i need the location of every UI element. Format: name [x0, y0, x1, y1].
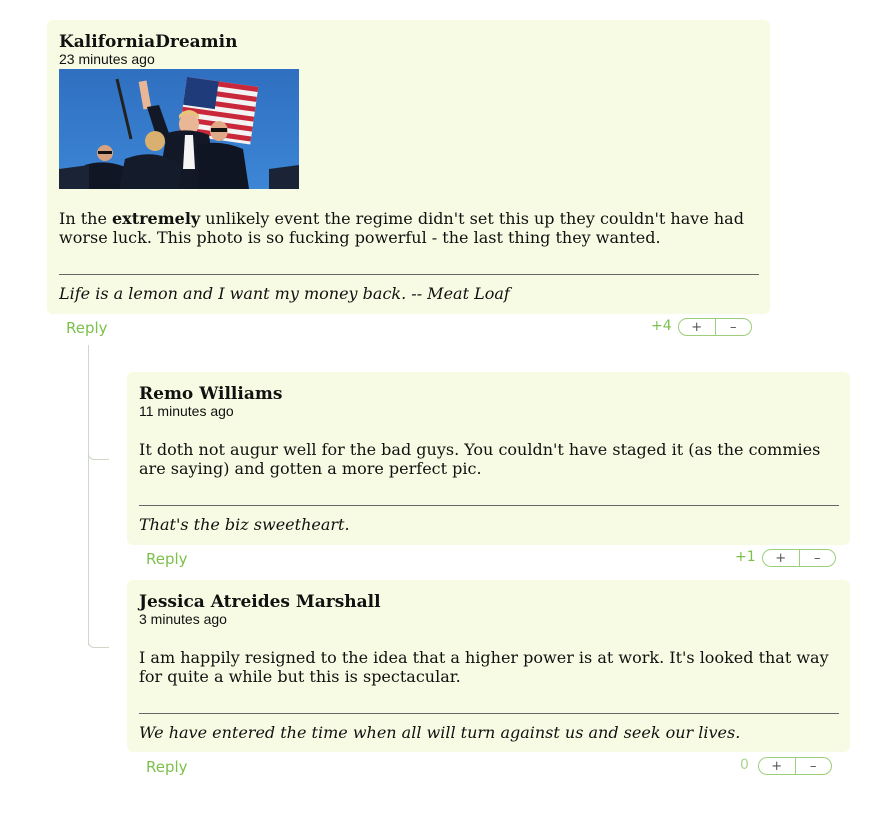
- comment-image[interactable]: [59, 69, 299, 189]
- comment-signature: Life is a lemon and I want my money back. -- Meat Loaf: [59, 284, 510, 303]
- comment-body-text: unlikely event the regime didn't set this up they couldn't have had worse luck. This photo is so fucking powerful - the last thing they wanted.: [59, 209, 744, 247]
- upvote-button[interactable]: +: [679, 319, 716, 335]
- vote-control: [758, 757, 832, 775]
- thread-branch: [88, 635, 109, 648]
- upvote-button[interactable]: +: [759, 758, 796, 774]
- downvote-button[interactable]: –: [730, 319, 737, 335]
- comment-author[interactable]: Jessica Atreides Marshall: [139, 592, 381, 612]
- vote-score: 0: [740, 757, 749, 773]
- comment-timestamp: 3 minutes ago: [139, 611, 227, 627]
- comment-card: [127, 580, 850, 752]
- comment-body-text: In the: [59, 209, 112, 228]
- reply-button[interactable]: Reply: [146, 550, 188, 568]
- comment-author[interactable]: KaliforniaDreamin: [59, 32, 238, 52]
- comment-body-emphasis: extremely: [112, 209, 201, 228]
- downvote-button[interactable]: –: [814, 550, 821, 566]
- comment-timestamp: 23 minutes ago: [59, 51, 155, 67]
- comment-timestamp: 11 minutes ago: [139, 403, 234, 419]
- downvote-button[interactable]: –: [810, 758, 817, 774]
- upvote-button[interactable]: +: [763, 550, 800, 566]
- comment-body: [59, 209, 759, 247]
- comment-signature: That's the biz sweetheart.: [139, 515, 350, 534]
- vote-score: +1: [735, 549, 756, 565]
- reply-button[interactable]: Reply: [66, 319, 108, 337]
- comment-body: It doth not augur well for the bad guys. You couldn't have staged it (as the commies are saying) and gotten a more perfect pic.: [139, 440, 821, 478]
- photo-illustration: [59, 69, 299, 189]
- comment-card: [47, 20, 770, 314]
- vote-control: [678, 318, 752, 336]
- signature-divider: [59, 274, 759, 275]
- reply-button[interactable]: Reply: [146, 758, 188, 776]
- vote-control: [762, 549, 836, 567]
- comment-signature: We have entered the time when all will turn against us and seek our lives.: [139, 723, 741, 742]
- thread-line: [88, 345, 89, 645]
- signature-divider: [139, 505, 839, 506]
- comment-author[interactable]: Remo Williams: [139, 384, 283, 404]
- vote-score: +4: [651, 318, 672, 334]
- thread-branch: [88, 447, 109, 460]
- signature-divider: [139, 713, 839, 714]
- comment-body: I am happily resigned to the idea that a higher power is at work. It's looked that way for quite a while but this is spectacular.: [139, 648, 829, 686]
- comment-card: [127, 372, 850, 545]
